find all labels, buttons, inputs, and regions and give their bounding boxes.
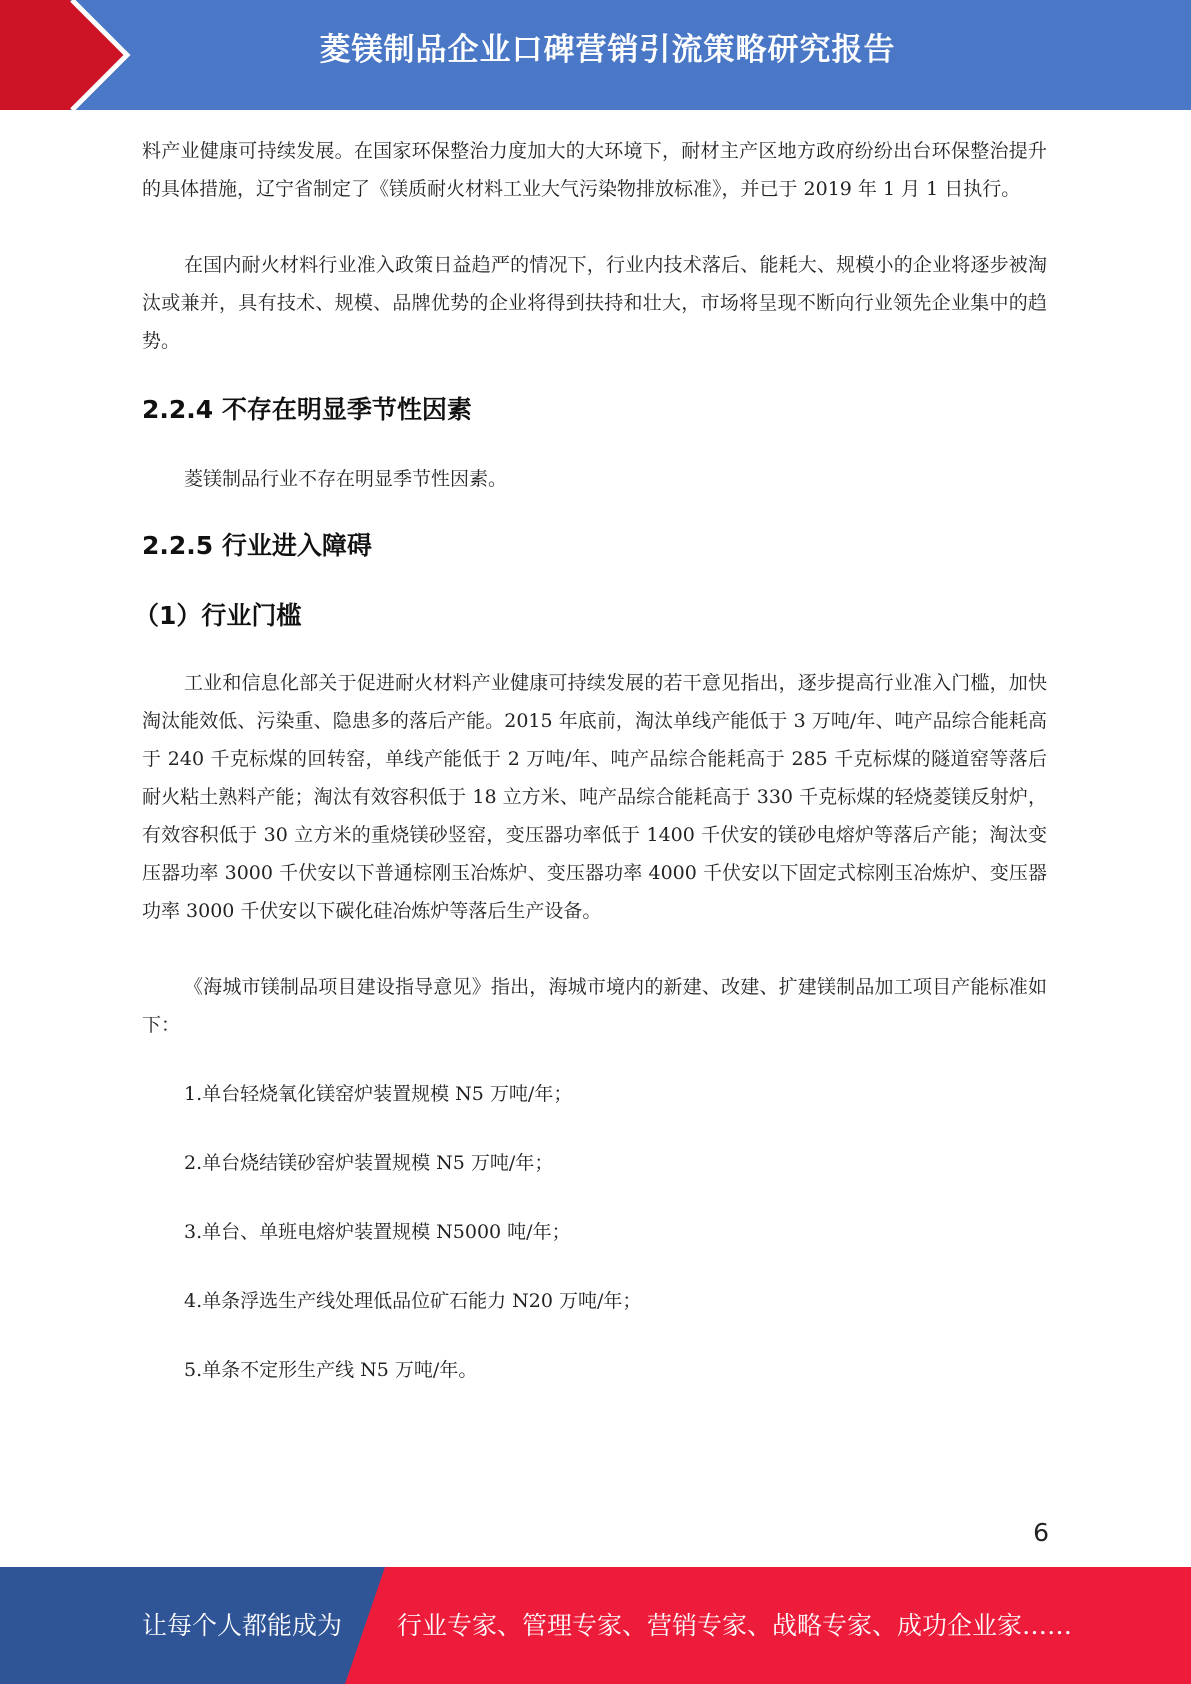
section-heading-2-2-5: 2.2.5 行业进入障碍: [142, 531, 372, 560]
list-item: 1.单台轻烧氧化镁窑炉装置规模 N5 万吨/年；: [184, 1083, 573, 1105]
footer-slogan-right: 行业专家、管理专家、营销专家、战略专家、成功企业家……: [397, 1611, 1073, 1640]
paragraph-miit-opinion: 工业和信息化部关于促进耐火材料产业健康可持续发展的若干意见指出，逐步提高行业准入门槛，加快淘汰能效低、污染重、隐患多的落后产能。2015 年底前，淘汰单线产能低于 3 万吨/年、吨产品综合能耗高于 240 千克标煤的回转窑，单线产能低于 2 万吨/年、吨产品综合能耗高于 285 千克标煤的隧道窑等落后耐火粘土熟料产能；淘汰有效容积低于 18 立方米、吨产品综合能耗高于 330 千克标煤的轻烧菱镁反射炉，有效容积低于 30 立方米的重烧镁砂竖窑，变压器功率低于 1400 千伏安的镁砂电熔炉等落后产能；淘汰变压器功率 3000 千伏安以下普通棕刚玉冶炼炉、变压器功率 4000 千伏安以下固定式棕刚玉冶炼炉、变压器功率 3000 千伏安以下碳化硅冶炼炉等落后生产设备。: [142, 672, 1047, 922]
document-body: [134, 132, 1047, 1389]
subsection-heading-industry-threshold: （1）行业门槛: [134, 601, 302, 630]
paragraph-seasonality: 菱镁制品行业不存在明显季节性因素。: [184, 468, 508, 490]
page-footer: [0, 1567, 1191, 1684]
list-item: 2.单台烧结镁砂窑炉装置规模 N5 万吨/年；: [184, 1152, 554, 1174]
section-heading-2-2-4: 2.2.4 不存在明显季节性因素: [142, 395, 472, 424]
paragraph-haicheng-guidance: 《海城市镁制品项目建设指导意见》指出，海城市境内的新建、改建、扩建镁制品加工项目产能标准如下：: [142, 976, 1047, 1036]
report-title: 菱镁制品企业口碑营销引流策略研究报告: [319, 32, 896, 68]
footer-slogan-left: 让每个人都能成为: [142, 1611, 343, 1640]
list-item: 4.单条浮选生产线处理低品位矿石能力 N20 万吨/年；: [184, 1290, 642, 1312]
list-item: 3.单台、单班电熔炉装置规模 N5000 吨/年；: [184, 1221, 571, 1243]
page-number: 6: [1033, 1518, 1049, 1547]
paragraph-policy-continuation: 料产业健康可持续发展。在国家环保整治力度加大的大环境下，耐材主产区地方政府纷纷出台环保整治提升的具体措施，辽宁省制定了《镁质耐火材料工业大气污染物排放标准》，并已于 2019 年 1 月 1 日执行。: [142, 140, 1047, 200]
list-item: 5.单条不定形生产线 N5 万吨/年。: [184, 1359, 478, 1381]
page-header: [0, 0, 1191, 110]
paragraph-industry-consolidation: 在国内耐火材料行业准入政策日益趋严的情况下，行业内技术落后、能耗大、规模小的企业将逐步被淘汰或兼并，具有技术、规模、品牌优势的企业将得到扶持和壮大，市场将呈现不断向行业领先企业集中的趋势。: [142, 254, 1047, 352]
